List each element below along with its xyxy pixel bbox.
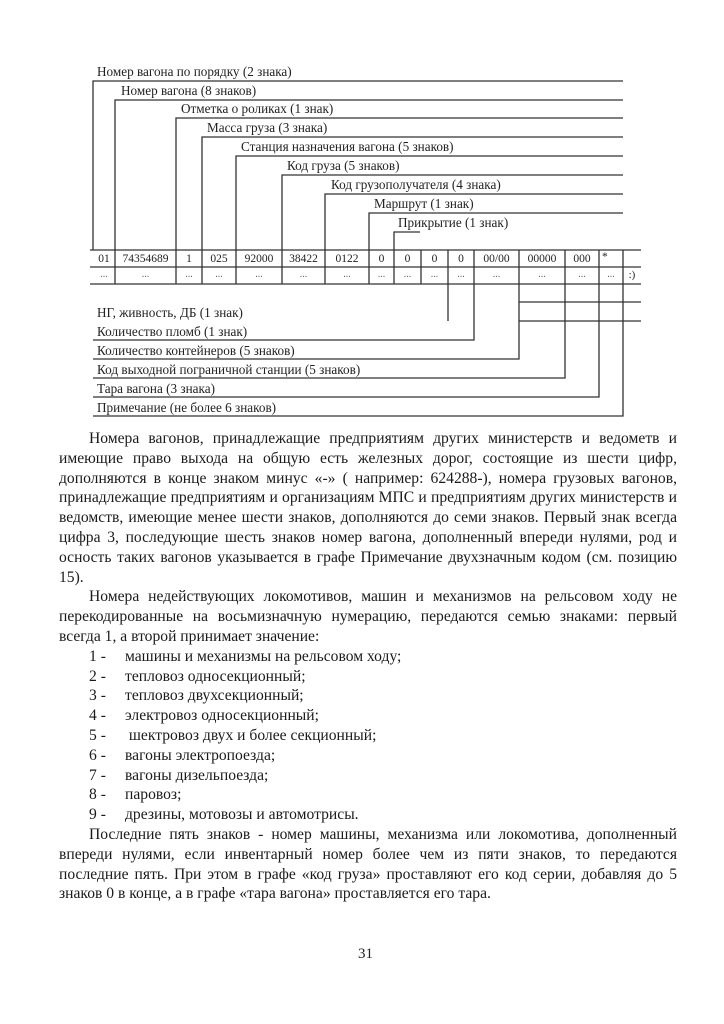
list-item: 7 - вагоны дизельпоезда; (89, 766, 269, 784)
table-cell: * (602, 251, 608, 263)
label-note: Примечание (не более 6 знаков) (97, 400, 277, 415)
table-cell: ... (492, 269, 501, 280)
paragraph-last-five-digits: Последние пять знаков - номер машины, механизма или локомотива, дополненный впереди нулями, если инвентарный номер более чем из пяти знаков, то передаются последние пять. При этом в графе «код груза» проставляют его код серии, добавляя до 5 знаков 0 в конце, а в графе «тара вагона» проставляется его тара. (59, 825, 677, 903)
table-cell: ... (430, 269, 439, 280)
label-container-count: Количество контейнеров (5 знаков) (97, 343, 295, 358)
table-cell: 0122 (335, 253, 359, 265)
table-cell: 00/00 (483, 253, 510, 265)
page-number: 31 (358, 946, 373, 962)
list-item: 6 - вагоны электропоезда; (89, 746, 276, 764)
table-cell: ... (343, 269, 351, 280)
table-cell: 000 (573, 253, 591, 265)
table-cell: 00000 (527, 253, 557, 265)
table-cell: ... (538, 269, 546, 280)
label-roller-mark: Отметка о роликах (1 знак) (181, 101, 334, 116)
table-cell: ... (377, 269, 386, 280)
list-item: 8 - паровоз; (89, 786, 182, 804)
label-cargo-mass: Масса груза (3 знака) (207, 120, 328, 135)
table-cell: :) (628, 269, 636, 281)
list-item: 9 - дрезины, мотовозы и автомотрисы. (89, 806, 359, 824)
table-cell: ... (299, 269, 308, 280)
table-cell: 025 (210, 253, 228, 265)
table-cell: 0 (431, 253, 438, 265)
list-item: 4 - электровоз односекционный; (89, 707, 319, 725)
list-item: 1 - машины и механизмы на рельсовом ходу; (89, 647, 402, 665)
table-cell: ... (607, 269, 615, 280)
wagon-code-diagram (0, 0, 724, 430)
locomotive-type-list (59, 647, 677, 825)
label-cargo-code: Код груза (5 знаков) (287, 158, 400, 173)
table-cell: ... (403, 269, 412, 280)
list-item: 2 - тепловоз односекционный; (89, 667, 306, 685)
table-cell: 92000 (244, 253, 274, 265)
table-cell: 0 (458, 253, 464, 265)
table-cell: ... (141, 269, 150, 280)
label-exit-border-station: Код выходной пограничной станции (5 знаков) (97, 362, 361, 377)
label-destination-station: Станция назначения вагона (5 знаков) (241, 139, 454, 154)
table-cell: 0 (404, 253, 411, 265)
label-consignee-code: Код грузополучателя (4 знака) (331, 177, 501, 192)
label-seal-count: Количество пломб (1 знак) (97, 324, 248, 339)
label-route: Маршрут (1 знак) (374, 196, 474, 211)
paragraph-inactive-locomotives: Номера недействующих локомотивов, машин и механизмов на рельсовом ходу не перекодированные на восьмизначную нумерацию, передаются семью знаками: первый всегда 1, а второй принимает значение: (59, 588, 677, 645)
table-cell: 01 (98, 253, 110, 265)
list-item: 5 - шектровоз двух и более секционный; (89, 726, 377, 744)
table-cell: ... (578, 269, 586, 280)
label-ng-livestock-db: НГ, живность, ДБ (1 знак) (97, 305, 243, 320)
table-cell: ... (255, 269, 263, 280)
table-cell: ... (457, 269, 465, 280)
table-cell: 0 (378, 253, 385, 265)
table-cell: ... (185, 269, 193, 280)
label-wagon-number: Номер вагона (8 знаков) (121, 83, 257, 98)
table-cell: 1 (186, 253, 192, 265)
paragraph-foreign-wagon-numbers: Номера вагонов, принадлежащие предприятиям других министерств и ведометв и имеющие право выхода на общую есть железных дорог, состоящие из шести цифр, дополняются в конце знаком минус «-» ( например: 624288-), номера грузовых вагонов, принадлежащие предприятиям и организациям МПС и предприятиям других министерств и ведомств, имеющие менее шести знаков, дополняются до семи знаков. Первый знак всегда цифра 3, последующие шесть знаков номер вагона, дополненный впереди нулями, род и осность таких вагонов указывается в графе Примечание двухзначным кодом (см. позицию 15). (59, 430, 677, 586)
table-cell: ... (215, 269, 223, 280)
table-cell: 74354689 (122, 253, 169, 265)
table-cell: ... (100, 269, 108, 280)
list-item: 3 - тепловоз двухсекционный; (89, 687, 304, 705)
table-cell: 38422 (289, 253, 318, 265)
label-cover: Прикрытие (1 знак) (398, 215, 509, 230)
label-wagon-tare: Тара вагона (3 знака) (97, 381, 215, 396)
body-text (59, 429, 677, 904)
label-wagon-order-number: Номер вагона по порядку (2 знака) (97, 64, 292, 79)
